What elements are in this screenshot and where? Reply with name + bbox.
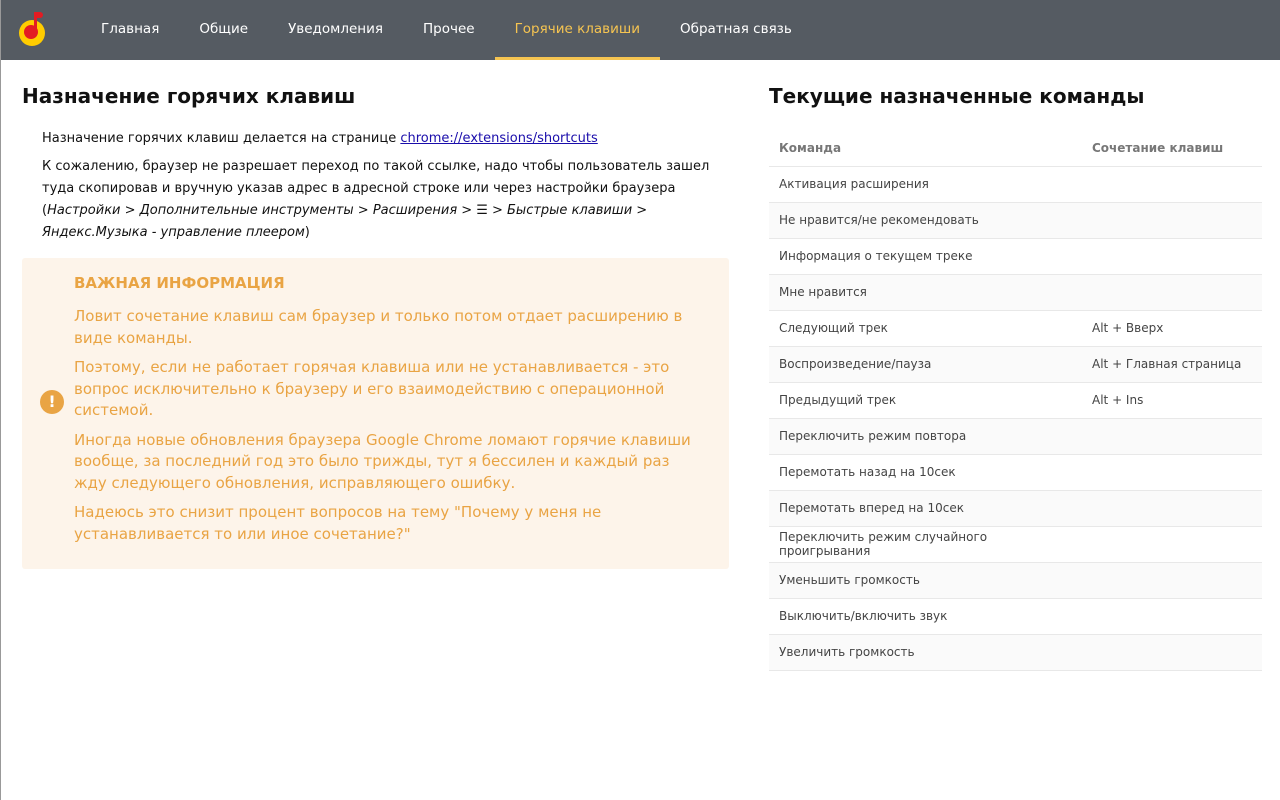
table-row [769, 490, 1262, 526]
app-logo-icon [19, 12, 45, 42]
shortcut-cell [1082, 490, 1262, 526]
table-row [769, 598, 1262, 634]
info-paragraph: Надеюсь это снизит процент вопросов на тему "Почему у меня не устанавливается то или иное сочетание?" [74, 503, 602, 543]
shortcut-cell [1082, 598, 1262, 634]
shortcut-cell: Alt + Вверх [1082, 310, 1262, 346]
command-cell: Переключить режим повтора [769, 418, 1082, 454]
command-cell: Воспроизведение/пауза [769, 346, 1082, 382]
commands-section [769, 84, 1262, 671]
shortcut-cell [1082, 418, 1262, 454]
tab-4[interactable]: Горячие клавиши [495, 0, 660, 60]
command-cell: Информация о текущем треке [769, 238, 1082, 274]
command-cell: Мне нравится [769, 274, 1082, 310]
command-cell: Следующий трек [769, 310, 1082, 346]
shortcut-cell [1082, 634, 1262, 670]
table-row [769, 382, 1262, 418]
shortcut-cell [1082, 526, 1262, 562]
table-row [769, 274, 1262, 310]
table-row [769, 166, 1262, 202]
important-info-title: ВАЖНАЯ ИНФОРМАЦИЯ [74, 274, 285, 292]
commands-title: Текущие назначенные команды [769, 84, 1145, 108]
commands-table [769, 130, 1262, 671]
settings-path: Настройки > Дополнительные инструменты > Расширения > ☰ > Быстрые клавиши > Яндекс.Музыка - управление плеером [42, 203, 648, 240]
shortcut-cell: Alt + Ins [1082, 382, 1262, 418]
command-cell: Не нравится/не рекомендовать [769, 202, 1082, 238]
tab-5[interactable]: Обратная связь [680, 20, 792, 37]
shortcut-cell [1082, 454, 1262, 490]
command-cell: Увеличить громкость [769, 634, 1082, 670]
column-header-shortcut: Сочетание клавиш [1082, 130, 1262, 166]
tab-2[interactable]: Уведомления [288, 20, 383, 37]
command-cell: Уменьшить громкость [769, 562, 1082, 598]
table-row [769, 346, 1262, 382]
shortcut-cell [1082, 238, 1262, 274]
shortcuts-link[interactable]: chrome://extensions/shortcuts [400, 131, 598, 146]
command-cell: Перемотать назад на 10сек [769, 454, 1082, 490]
table-row [769, 526, 1262, 562]
section-title: Назначение горячих клавиш [22, 84, 356, 108]
info-paragraph: Ловит сочетание клавиш сам браузер и только потом отдает расширению в виде команды. [74, 307, 683, 347]
command-cell: Перемотать вперед на 10сек [769, 490, 1082, 526]
table-row [769, 634, 1262, 670]
instructions-paragraph [22, 156, 729, 244]
command-cell: Активация расширения [769, 166, 1082, 202]
info-paragraph: Поэтому, если не работает горячая клавиша или не устанавливается - это вопрос исключительно к браузеру и его взаимодействию с операционной системой. [74, 358, 670, 419]
shortcut-cell [1082, 562, 1262, 598]
table-row [769, 454, 1262, 490]
top-nav [1, 0, 1280, 60]
exclamation-icon: ! [40, 390, 64, 414]
important-info-box [22, 258, 729, 569]
command-cell: Выключить/включить звук [769, 598, 1082, 634]
shortcut-cell [1082, 166, 1262, 202]
tab-3[interactable]: Прочее [422, 20, 475, 37]
table-row [769, 238, 1262, 274]
instructions-end: ) [304, 225, 310, 240]
command-cell: Предыдущий трек [769, 382, 1082, 418]
shortcut-cell [1082, 202, 1262, 238]
table-row [769, 562, 1262, 598]
table-row [769, 418, 1262, 454]
instructions-text: К сожалению, браузер не разрешает переход по такой ссылке, надо чтобы пользователь зашел туда скопировав и вручную указав адрес в адресной строке или через настройки браузера ( [42, 159, 710, 218]
table-row [769, 202, 1262, 238]
intro-text: Назначение горячих клавиш делается на странице [42, 131, 401, 146]
intro-paragraph [22, 128, 729, 150]
table-row [769, 310, 1262, 346]
shortcut-cell: Alt + Главная страница [1082, 346, 1262, 382]
command-cell: Переключить режим случайного проигрывания [769, 526, 1082, 562]
column-header-command: Команда [769, 130, 1082, 166]
info-paragraph: Иногда новые обновления браузера Google Chrome ломают горячие клавиши вообще, за последний год это было трижды, тут я бессилен и каждый раз жду следующего обновления, исправляющего ошибку. [74, 430, 691, 492]
shortcut-cell [1082, 274, 1262, 310]
tab-1[interactable]: Общие [199, 20, 249, 37]
tab-0[interactable]: Главная [101, 20, 160, 37]
hotkeys-section [22, 84, 729, 569]
